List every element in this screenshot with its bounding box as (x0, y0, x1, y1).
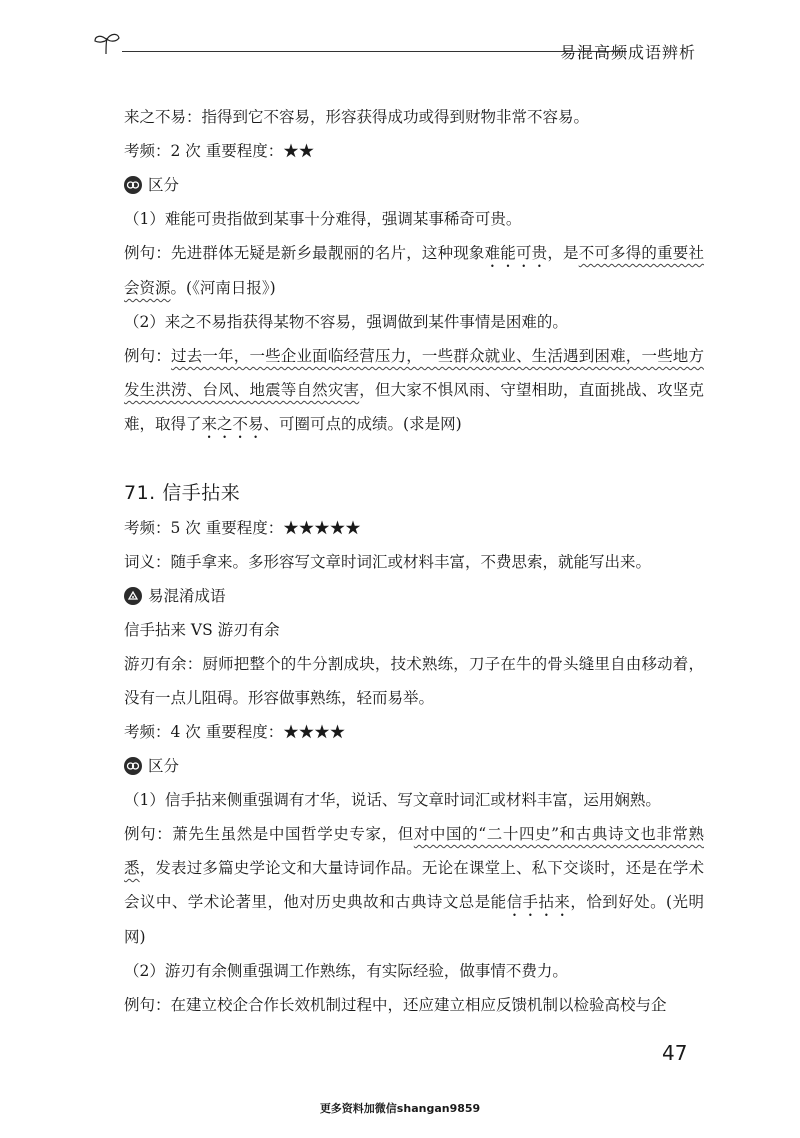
entry-example-2: 例句：在建立校企合作长效机制过程中，还应建立相应反馈机制以检验高校与企 (124, 996, 667, 1014)
entry-point-2: （2）游刃有余侧重强调工作熟练，有实际经验，做事情不费力。 (124, 962, 568, 980)
distinguish-badge-icon (124, 176, 142, 194)
confusable-heading (124, 579, 704, 613)
sprout-icon (92, 30, 122, 56)
page-number: 47 (662, 1041, 688, 1065)
other-definition: 游刃有余：厨师把整个的牛分割成块，技术熟练，刀子在牛的骨头缝里自由移动着，没有一点儿阻碍。形容做事熟练，轻而易举。 (124, 655, 704, 707)
example-2: 例句：过去一年，一些企业面临经营压力，一些群众就业、生活遇到困难，一些地方发生洪涝、台风、地震等自然灾害，但大家不惧风雨、守望相助，直面挑战、攻坚克难，取得了来之不易、可圈可点的成绩。(求是网) (124, 347, 704, 433)
distinguish-badge-icon (124, 757, 142, 775)
distinguish-heading (124, 168, 704, 202)
definition: 来之不易：指得到它不容易，形容获得成功或得到财物非常不容易。 (124, 108, 590, 126)
wavy-underline: 不可多得的重要社会资源 (124, 244, 704, 297)
frequency: 考频：2 次 重要程度：★★ (124, 142, 315, 160)
header-title: 易混高频成语辨析 (559, 43, 696, 62)
distinguish-point-2: （2）来之不易指获得某物不容易，强调做到某件事情是困难的。 (124, 313, 568, 331)
emphasis-dots: 来之不易 (201, 415, 264, 433)
wavy-underline: 对中国的“二十四史”和古典诗文也非常熟悉 (124, 825, 704, 877)
entry-example-1: 例句：萧先生虽然是中国哲学史专家，但对中国的“二十四史”和古典诗文也非常熟悉，发表过多篇史学论文和大量诗词作品。无论在课堂上、私下交谈时，还是在学术会议中、学术论著里，他对历史典故和古典诗文总是能信手拈来，恰到好处。(光明网) (124, 825, 704, 946)
entry-meaning: 词义：随手拿来。多形容写文章时词汇或材料丰富，不费思索，就能写出来。 (124, 553, 652, 571)
emphasis-dots: 信手拈来 (506, 893, 571, 911)
confusable-badge-icon (124, 587, 142, 605)
running-header (92, 28, 712, 68)
entry-frequency: 考频：5 次 重要程度：★★★★★ (124, 519, 361, 537)
distinguish-heading-label: 区分 (148, 176, 180, 194)
other-frequency: 考频：4 次 重要程度：★★★★ (124, 723, 346, 741)
entry-point-1: （1）信手拈来侧重强调有才华，说话、写文章时词汇或材料丰富，运用娴熟。 (124, 791, 661, 809)
example-1: 例句：先进群体无疑是新乡最靓丽的名片，这种现象难能可贵，是不可多得的重要社会资源。(《河南日报》) (124, 244, 704, 297)
distinguish-heading-2 (124, 749, 704, 783)
emphasis-dots: 难能可贵 (484, 244, 548, 262)
entry-title: 71. 信手拈来 (124, 482, 241, 504)
confusable-heading-label: 易混淆成语 (148, 587, 226, 605)
page-body (124, 100, 704, 1022)
header-rule (122, 51, 627, 52)
versus-line: 信手拈来 VS 游刃有余 (124, 621, 280, 639)
distinguish-point-1: （1）难能可贵指做到某事十分难得，强调某事稀奇可贵。 (124, 210, 522, 228)
distinguish-heading-label: 区分 (148, 757, 180, 775)
footer-note: 更多资料加微信shangan9859 (319, 1102, 481, 1115)
wavy-underline: 过去一年，一些企业面临经营压力，一些群众就业、生活遇到困难，一些地方发生洪涝、台风、地震等自然灾害 (124, 347, 704, 399)
